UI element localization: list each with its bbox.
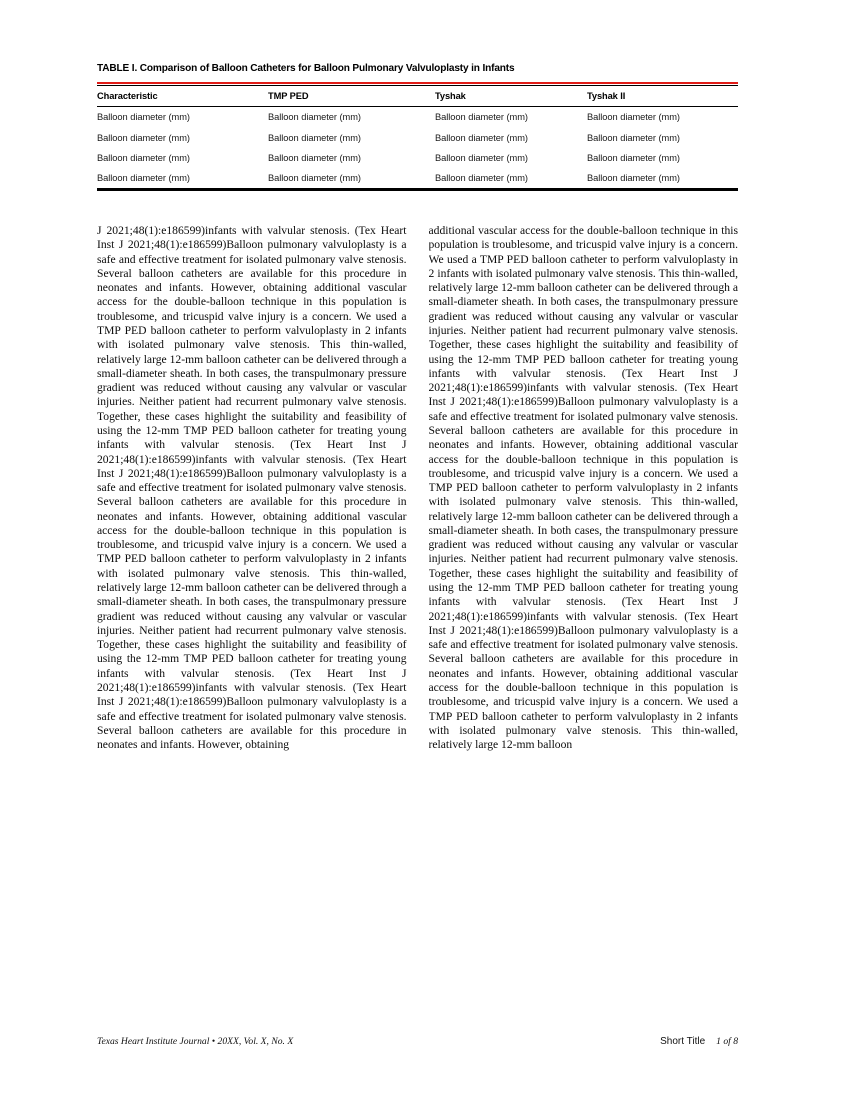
table-header [97, 86, 738, 106]
body-text-area [97, 224, 738, 1024]
table-cell: Balloon diameter (mm) [268, 173, 361, 184]
table-cell: Balloon diameter (mm) [587, 152, 680, 163]
table-cell: Balloon diameter (mm) [97, 112, 190, 123]
comparison-table [97, 86, 738, 188]
page-footer [97, 1036, 738, 1047]
table-cell: Balloon diameter (mm) [97, 132, 190, 143]
table-header-row [97, 86, 738, 106]
table-cell: Balloon diameter (mm) [97, 152, 190, 163]
table-row [97, 106, 738, 127]
table-cell: Balloon diameter (mm) [435, 132, 528, 143]
column-header-tyshak: Tyshak [435, 90, 466, 101]
table-bottom-rule [97, 188, 738, 191]
table-cell: Balloon diameter (mm) [435, 112, 528, 123]
body-column-right [429, 224, 739, 1024]
table-cell: Balloon diameter (mm) [268, 132, 361, 143]
body-paragraph-right: additional vascular access for the double-balloon technique in this population is troublesome, and tricuspid valve injury is a concern. We used a TMP PED balloon catheter to perform valvuloplasty in 2 infants with isolated pulmonary valve stenosis. This thin-walled, relatively large 12-mm balloon catheter can be delivered through a small-diameter sheath. In both cases, the transpulmonary pressure gradient was reduced without causing any valvular or vascular injuries. Neither patient had recurrent pulmonary valve stenosis. Together, these cases highlight the suitability and feasibility of using the 12-mm TMP PED balloon catheter for treating young infants with valvular stenosis. (Tex Heart Inst J 2021;48(1):e186599)infants with valvular stenosis. (Tex Heart Inst J 2021;48(1):e186599)Balloon pulmonary valvuloplasty is a safe and effective treatment for isolated pulmonary valve stenosis. Several balloon catheters are available for this procedure in neonates and infants. However, obtaining additional vascular access for the double-balloon technique in this population is troublesome, and tricuspid valve injury is a concern. We used a TMP PED balloon catheter to perform valvuloplasty in 2 infants with isolated pulmonary valve stenosis. This thin-walled, relatively large 12-mm balloon catheter can be delivered through a small-diameter sheath. In both cases, the transpulmonary pressure gradient was reduced without causing any valvular or vascular injuries. Neither patient had recurrent pulmonary valve stenosis. Together, these cases highlight the suitability and feasibility of using the 12-mm TMP PED balloon catheter for treating young infants with valvular stenosis. (Tex Heart Inst J 2021;48(1):e186599)infants with valvular stenosis. (Tex Heart Inst J 2021;48(1):e186599)Balloon pulmonary valvuloplasty is a safe and effective treatment for isolated pulmonary valve stenosis. Several balloon catheters are available for this procedure in neonates and infants. However, obtaining additional vascular access for the double-balloon technique in this population is troublesome, and tricuspid valve injury is a concern. We used a TMP PED balloon catheter to perform valvuloplasty in 2 infants with isolated pulmonary valve stenosis. This thin-walled, relatively large 12-mm balloon [428, 224, 738, 752]
body-column-left [97, 224, 407, 1024]
column-header-characteristic: Characteristic [97, 90, 158, 101]
body-paragraph-left: J 2021;48(1):e186599)infants with valvular stenosis. (Tex Heart Inst J 2021;48(1):e186599)Balloon pulmonary valvuloplasty is a safe and effective treatment for isolated pulmonary valve stenosis. Several balloon catheters are available for this procedure in neonates and infants. However, obtaining additional vascular access for the double-balloon technique in this population is troublesome, and tricuspid valve injury is a concern. We used a TMP PED balloon catheter to perform valvuloplasty in 2 infants with isolated pulmonary valve stenosis. This thin-walled, relatively large 12-mm balloon catheter can be delivered through a small-diameter sheath. In both cases, the transpulmonary pressure gradient was reduced without causing any valvular or vascular injuries. Neither patient had recurrent pulmonary valve stenosis. Together, these cases highlight the suitability and feasibility of using the 12-mm TMP PED balloon catheter for treating young infants with valvular stenosis. (Tex Heart Inst J 2021;48(1):e186599)infants with valvular stenosis. (Tex Heart Inst J 2021;48(1):e186599)Balloon pulmonary valvuloplasty is a safe and effective treatment for isolated pulmonary valve stenosis. Several balloon catheters are available for this procedure in neonates and infants. However, obtaining additional vascular access for the double-balloon technique in this population is troublesome, and tricuspid valve injury is a concern. We used a TMP PED balloon catheter to perform valvuloplasty in 2 infants with isolated pulmonary valve stenosis. This thin-walled, relatively large 12-mm balloon catheter can be delivered through a small-diameter sheath. In both cases, the transpulmonary pressure gradient was reduced without causing any valvular or vascular injuries. Neither patient had recurrent pulmonary valve stenosis. Together, these cases highlight the suitability and feasibility of using the 12-mm TMP PED balloon catheter for treating young infants with valvular stenosis. (Tex Heart Inst J 2021;48(1):e186599)infants with valvular stenosis. (Tex Heart Inst J 2021;48(1):e186599)Balloon pulmonary valvuloplasty is a safe and effective treatment for isolated pulmonary valve stenosis. Several balloon catheters are available for this procedure in neonates and infants. However, obtaining [97, 224, 407, 752]
table-row [97, 127, 738, 147]
table-cell: Balloon diameter (mm) [587, 112, 680, 123]
footer-journal-line: Texas Heart Institute Journal • 20XX, Vol. X, No. X [97, 1036, 294, 1047]
table-body [97, 106, 738, 188]
footer-short-title: Short Title [660, 1036, 706, 1047]
table-cell: Balloon diameter (mm) [435, 152, 528, 163]
footer-right-group [660, 1036, 738, 1047]
table-block [97, 62, 738, 191]
table-caption: TABLE I. Comparison of Balloon Catheters for Balloon Pulmonary Valvuloplasty in Infants [97, 63, 515, 74]
table-row [97, 168, 738, 188]
column-header-tmp-ped: TMP PED [268, 90, 309, 101]
table-cell: Balloon diameter (mm) [435, 173, 528, 184]
table-cell: Balloon diameter (mm) [97, 173, 190, 184]
table-cell: Balloon diameter (mm) [587, 173, 680, 184]
table-row [97, 148, 738, 168]
footer-page-number: 1 of 8 [716, 1036, 738, 1047]
table-cell: Balloon diameter (mm) [587, 132, 680, 143]
table-cell: Balloon diameter (mm) [268, 152, 361, 163]
table-cell: Balloon diameter (mm) [268, 112, 361, 123]
column-header-tyshak-ii: Tyshak II [587, 90, 626, 101]
